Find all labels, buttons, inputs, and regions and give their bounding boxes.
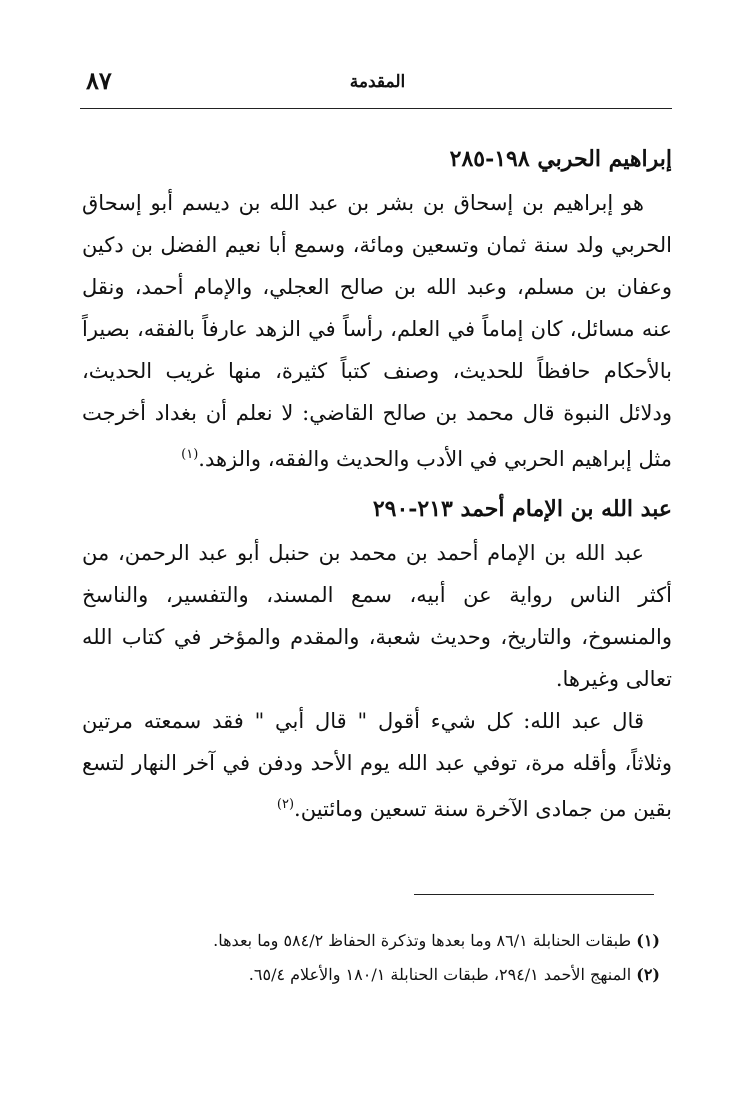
page-number: ٨٧	[86, 66, 112, 95]
footnote-mark: (٢)	[276, 797, 295, 812]
footnote-item	[190, 958, 660, 992]
paragraph-abdullah-quote	[82, 700, 672, 830]
footnote-rule	[414, 894, 654, 895]
section-heading-abdullah-ibn-ahmad: عبد الله بن الإمام أحمد ٢١٣-٢٩٠	[372, 496, 672, 522]
paragraph-ibrahim-harbi	[82, 182, 672, 480]
section-heading-ibrahim-harbi: إبراهيم الحربي ١٩٨-٢٨٥	[449, 146, 672, 172]
footnote-text: طبقات الحنابلة ٨٦/١ وما بعدها وتذكرة الحفاظ ٥٨٤/٢ وما بعدها.	[213, 931, 632, 950]
footnotes	[190, 924, 660, 992]
footnote-number: (١)	[636, 931, 660, 950]
footnote-mark: (١)	[181, 447, 199, 462]
paragraph-text: هو إبراهيم بن إسحاق بن بشر بن عبد الله بن ديسم أبو إسحاق الحربي ولد سنة ثمان وتسعين ومائة، وسمع أبا نعيم الفضل بن دكين وعفان بن مسلم، وعبد الله بن صالح العجلي، والإمام أحمد، ونقل عنه مسائل، كان إماماً في العلم، رأساً في الزهد عارفاً بالفقه، بصيراً بالأحكام حافظاً للحديث، وصنف كتباً كثيرة، منها غريب الحديث، ودلائل النبوة قال محمد بن صالح القاضي: لا نعلم أن بغداد أخرجت مثل إبراهيم الحربي في الأدب والحديث والفقه، والزهد.	[82, 191, 672, 471]
running-title: المقدمة	[349, 72, 406, 92]
footnote-number: (٢)	[636, 965, 660, 984]
paragraph-abdullah-bio: عبد الله بن الإمام أحمد بن محمد بن حنبل أبو عبد الرحمن، من أكثر الناس رواية عن أبيه، سمع المسند، والتفسير، والناسخ والمنسوخ، والتاريخ، وحديث شعبة، والمقدم والمؤخر في كتاب الله تعالى وغيرها.	[82, 541, 672, 691]
footnote-text: المنهج الأحمد ٢٩٤/١، طبقات الحنابلة ١٨٠/١ والأعلام ٦٥/٤.	[248, 965, 632, 984]
main-text	[82, 136, 672, 830]
footnote-item	[190, 924, 660, 958]
header-rule	[80, 108, 672, 109]
paragraph-text: قال عبد الله: كل شيء أقول " قال أبي " فقد سمعته مرتين وثلاثاً، وأقله مرة، توفي عبد الله يوم الأحد ودفن في آخر النهار لتسع بقين من جمادى الآخرة سنة تسعين ومائتين.	[82, 709, 672, 821]
